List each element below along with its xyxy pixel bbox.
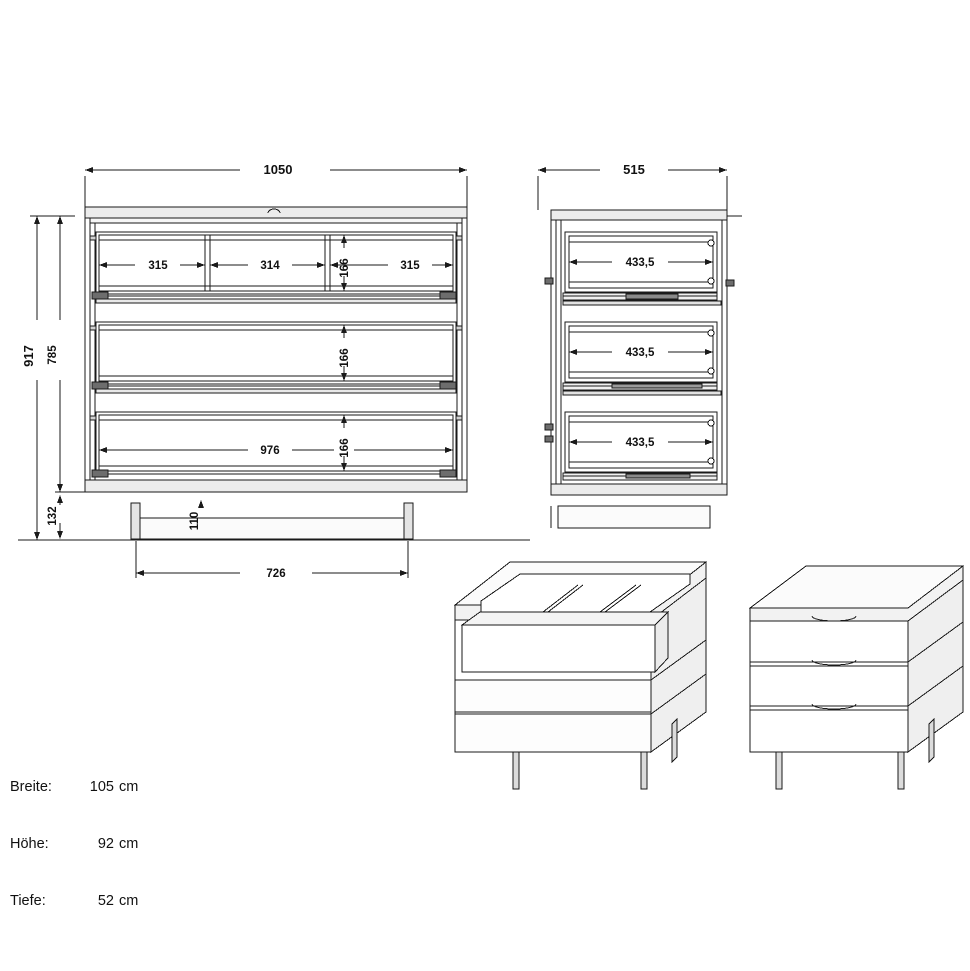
spec-label-depth: Tiefe: xyxy=(10,893,46,909)
spec-value-width: 105 xyxy=(89,779,114,795)
dim-compartment-2: 314 xyxy=(260,260,280,272)
dim-compartment-1: 315 xyxy=(148,260,168,272)
front-view-group xyxy=(18,167,530,578)
dim-leg-height: 110 xyxy=(189,511,201,531)
dim-overall-height: 917 xyxy=(21,345,36,367)
spec-row-depth xyxy=(10,892,138,911)
spec-unit-height: cm xyxy=(119,836,139,852)
dim-compartment-3: 315 xyxy=(400,260,420,272)
spec-unit-depth: cm xyxy=(119,893,139,909)
dim-bottom-drawer-width: 976 xyxy=(260,445,280,457)
spec-row-height xyxy=(10,835,138,854)
dim-drawer-depth-1: 433,5 xyxy=(625,257,655,269)
dim-overall-depth: 515 xyxy=(623,162,645,177)
spec-unit-width: cm xyxy=(119,779,139,795)
spec-row-width xyxy=(10,778,138,797)
dim-drawer-depth-3: 433,5 xyxy=(625,437,655,449)
dim-overall-width: 1050 xyxy=(263,162,293,177)
spec-list xyxy=(10,740,138,949)
spec-label-height: Höhe: xyxy=(10,836,49,852)
spec-value-height: 92 xyxy=(97,836,114,852)
dim-drawer-height-3: 166 xyxy=(339,438,351,458)
spec-value-depth: 52 xyxy=(97,893,114,909)
spec-label-width: Breite: xyxy=(10,779,52,795)
perspective-open-view xyxy=(455,562,706,789)
dim-carcass-height: 785 xyxy=(47,345,59,365)
dim-drawer-depth-2: 433,5 xyxy=(625,347,655,359)
perspective-closed-view xyxy=(750,566,963,789)
dim-drawer-height-2: 166 xyxy=(339,348,351,368)
dim-drawer-height-1: 166 xyxy=(339,258,351,278)
dim-foot-span: 726 xyxy=(266,568,286,580)
dim-base-height: 132 xyxy=(47,506,59,526)
